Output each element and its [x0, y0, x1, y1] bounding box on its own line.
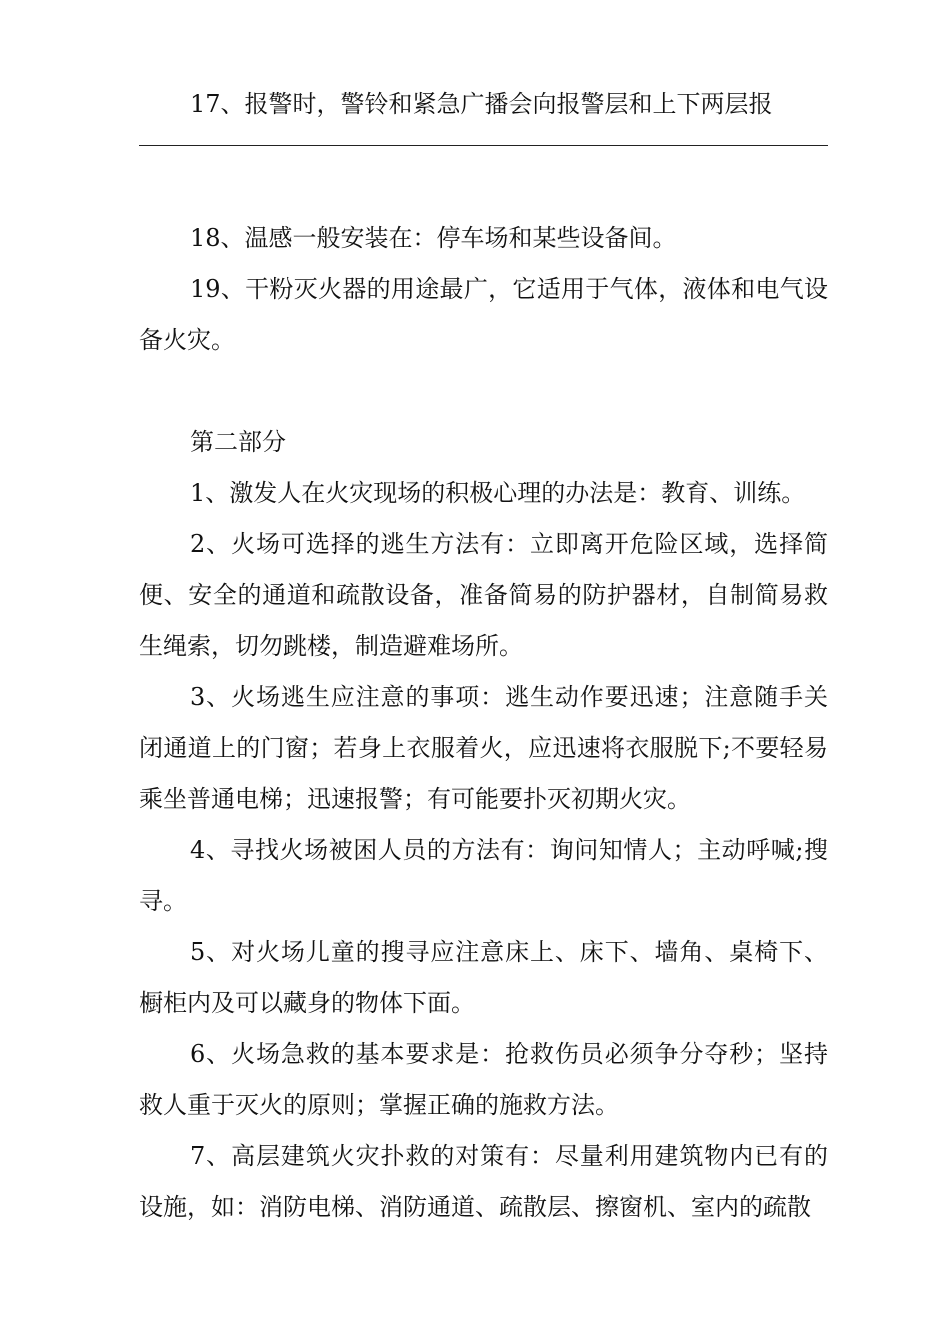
document-body: [139, 213, 828, 1233]
section-item-5: 5、对火场儿童的搜寻应注意床上、床下、墙角、桌椅下、橱柜内及可以藏身的物体下面。: [139, 938, 828, 1017]
section-item-4: 4、寻找火场被困人员的方法有：询问知情人；主动呼喊;搜寻。: [139, 836, 828, 915]
section-item-2: 2、火场可选择的逃生方法有：立即离开危险区域，选择简便、安全的通道和疏散设备，准备简易的防护器材，自制简易救生绳索，切勿跳楼，制造避难场所。: [139, 530, 828, 660]
section-item-7: 7、高层建筑火灾扑救的对策有：尽量利用建筑物内已有的设施，如：消防电梯、消防通道、疏散层、擦窗机、室内的疏散: [139, 1142, 828, 1221]
list-item-19: 19、干粉灭火器的用途最广，它适用于气体，液体和电气设备火灾。: [139, 275, 828, 354]
section-item-3: 3、火场逃生应注意的事项：逃生动作要迅速；注意随手关闭通道上的门窗；若身上衣服着火，应迅速将衣服脱下;不要轻易乘坐普通电梯；迅速报警；有可能要扑灭初期火灾。: [139, 683, 828, 813]
section-title: 第二部分: [190, 428, 286, 456]
list-item-18: 18、温感一般安装在：停车场和某些设备间。: [190, 224, 677, 252]
section-item-1: 1、激发人在火灾现场的积极心理的办法是：教育、训练。: [190, 479, 806, 507]
section-item-6: 6、火场急救的基本要求是：抢救伤员必须争分夺秒；坚持救人重于灭火的原则；掌握正确的施救方法。: [139, 1040, 828, 1119]
header-continued-item: 17、报警时，警铃和紧急广播会向报警层和上下两层报: [190, 90, 773, 118]
section-spacer: [139, 366, 828, 417]
header-divider: [139, 145, 828, 146]
